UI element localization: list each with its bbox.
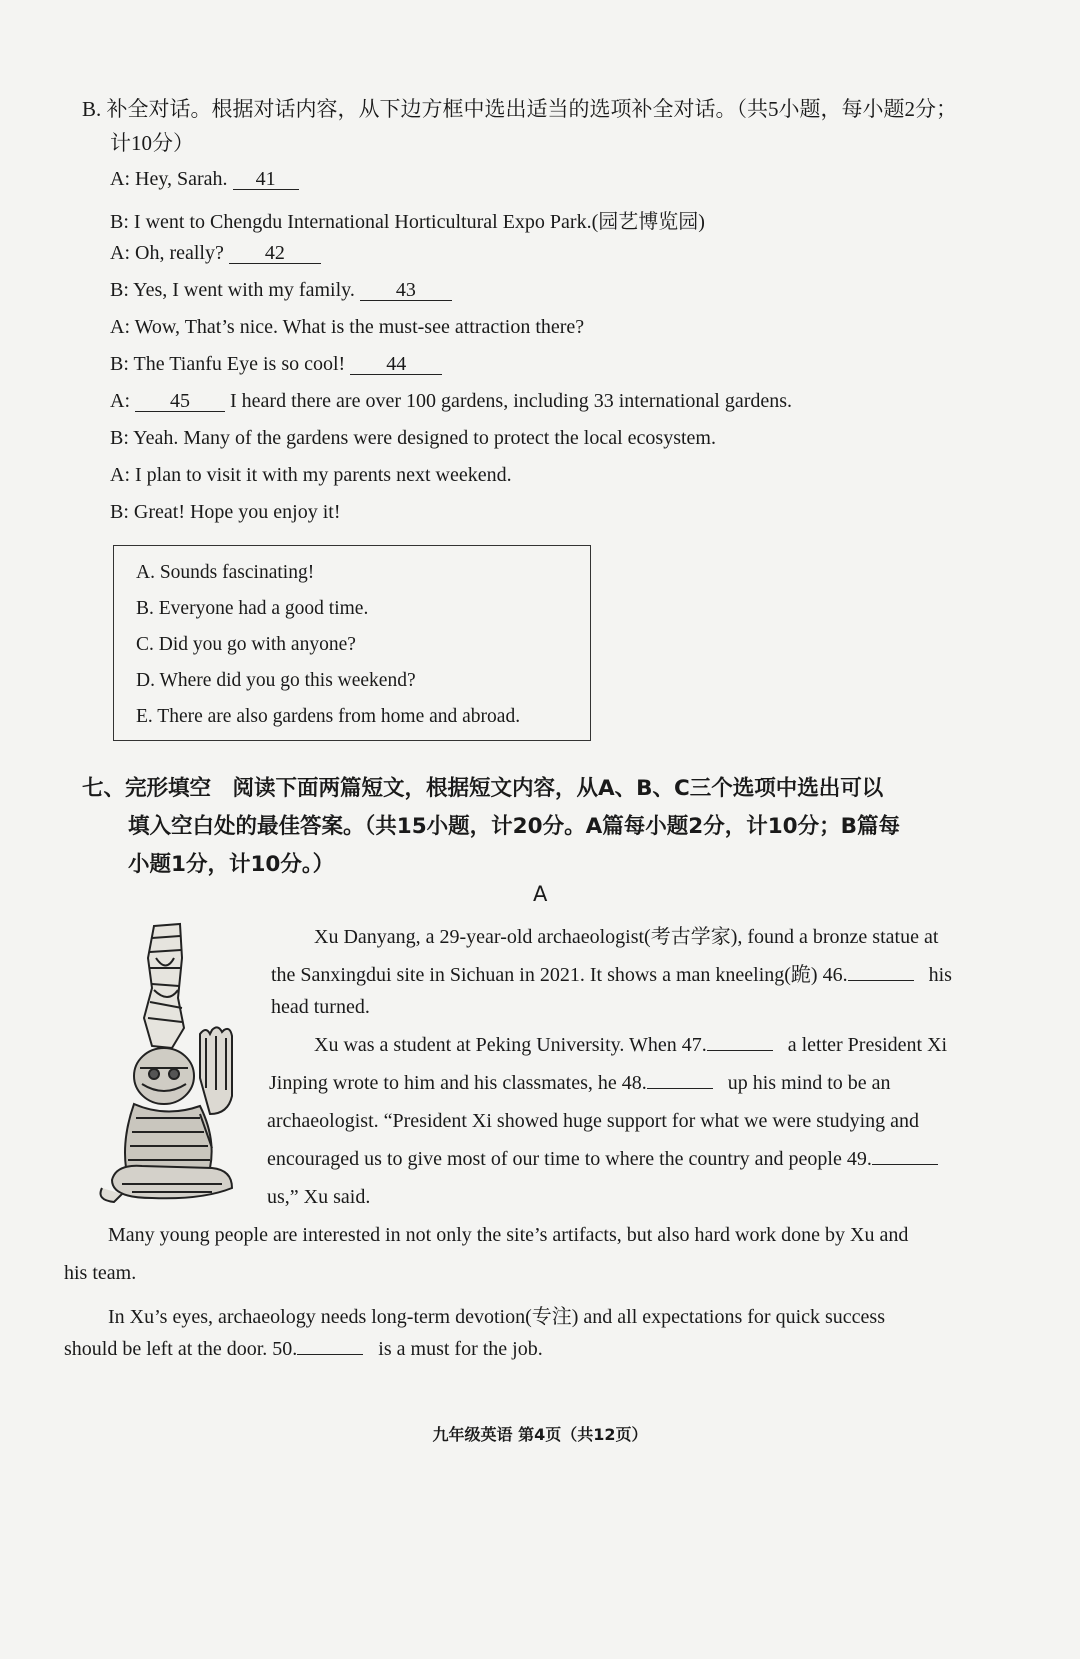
options-box	[113, 545, 591, 741]
passage-a-line: should be left at the door. 50. is a must for the job.	[64, 1338, 543, 1360]
passage-a-line: archaeologist. “President Xi showed huge support for what we were studying and	[267, 1110, 920, 1132]
passage-a-line: us,” Xu said.	[267, 1186, 371, 1208]
passage-a-line: Xu Danyang, a 29-year-old archaeologist(考古学家), found a bronze statue at	[314, 926, 939, 948]
dialogue-line: B: I went to Chengdu International Horticultural Expo Park.(园艺博览园)	[110, 211, 705, 233]
dialogue-line: B: Great! Hope you enjoy it!	[110, 501, 341, 523]
option-a: A. Sounds fascinating!	[136, 562, 315, 583]
section-b-heading-line1: B. 补全对话。根据对话内容，从下边方框中选出适当的选项补全对话。（共5小题，每小题2分；	[82, 97, 958, 121]
section-b-heading	[82, 92, 1022, 160]
blank-47[interactable]	[707, 1034, 773, 1051]
blank-50[interactable]	[297, 1338, 363, 1355]
dialogue-line: B: The Tianfu Eye is so cool! 44	[110, 353, 442, 376]
option-c: C. Did you go with anyone?	[136, 634, 356, 655]
passage-a-line: In Xu’s eyes, archaeology needs long-term devotion(专注) and all expectations for quick success	[108, 1306, 885, 1328]
dialogue-line: A: Wow, That’s nice. What is the must-see attraction there?	[110, 316, 585, 338]
blank-48[interactable]	[647, 1072, 713, 1089]
option-b: B. Everyone had a good time.	[136, 598, 369, 619]
answer-blank[interactable]: 45	[135, 391, 225, 412]
answer-blank[interactable]: 41	[233, 169, 299, 190]
section-b-heading-line2: 计10分）	[110, 131, 194, 155]
passage-a-line: Xu was a student at Peking University. When 47. a letter President Xi	[314, 1034, 948, 1056]
page-footer: 九年级英语 第4页（共12页）	[432, 1425, 648, 1444]
dialogue-line: A: Hey, Sarah. 41	[110, 168, 299, 191]
bronze-statue-illustration	[82, 918, 252, 1208]
answer-blank[interactable]: 44	[350, 354, 442, 375]
passage-a-line: Many young people are interested in not only the site’s artifacts, but also hard work done by Xu and	[108, 1224, 909, 1246]
section-7-line1: 七、完形填空 阅读下面两篇短文，根据短文内容，从A、B、C三个选项中选出可以	[82, 776, 884, 801]
section-7-line3: 小题1分，计10分。）	[128, 852, 335, 877]
option-e: E. There are also gardens from home and abroad.	[136, 706, 521, 727]
dialogue-line: A: 45 I heard there are over 100 gardens, including 33 international gardens.	[110, 390, 793, 412]
section-7-line2: 填入空白处的最佳答案。（共15小题，计20分。A篇每小题2分，计10分；B篇每	[128, 814, 900, 839]
passage-a-line: encouraged us to give most of our time to where the country and people 49.	[267, 1148, 938, 1171]
dialogue-line: B: Yes, I went with my family. 43	[110, 279, 452, 302]
answer-blank[interactable]: 42	[229, 243, 321, 264]
passage-a-line: his team.	[64, 1262, 137, 1284]
section-7-heading	[82, 770, 1022, 884]
dialogue-line: A: Oh, really? 42	[110, 242, 321, 265]
passage-a-line: head turned.	[271, 996, 370, 1018]
answer-blank[interactable]: 43	[360, 280, 452, 301]
blank-46[interactable]	[848, 964, 914, 981]
dialogue-line: B: Yeah. Many of the gardens were designed to protect the local ecosystem.	[110, 427, 716, 449]
option-d: D. Where did you go this weekend?	[136, 670, 416, 691]
dialogue-line: A: I plan to visit it with my parents next weekend.	[110, 464, 512, 486]
passage-a-line: the Sanxingdui site in Sichuan in 2021. It shows a man kneeling(跪) 46. his	[271, 964, 952, 986]
passage-a-line: Jinping wrote to him and his classmates, he 48. up his mind to be an	[269, 1072, 891, 1094]
blank-49[interactable]	[872, 1148, 938, 1165]
passage-a-title: A	[533, 882, 548, 906]
